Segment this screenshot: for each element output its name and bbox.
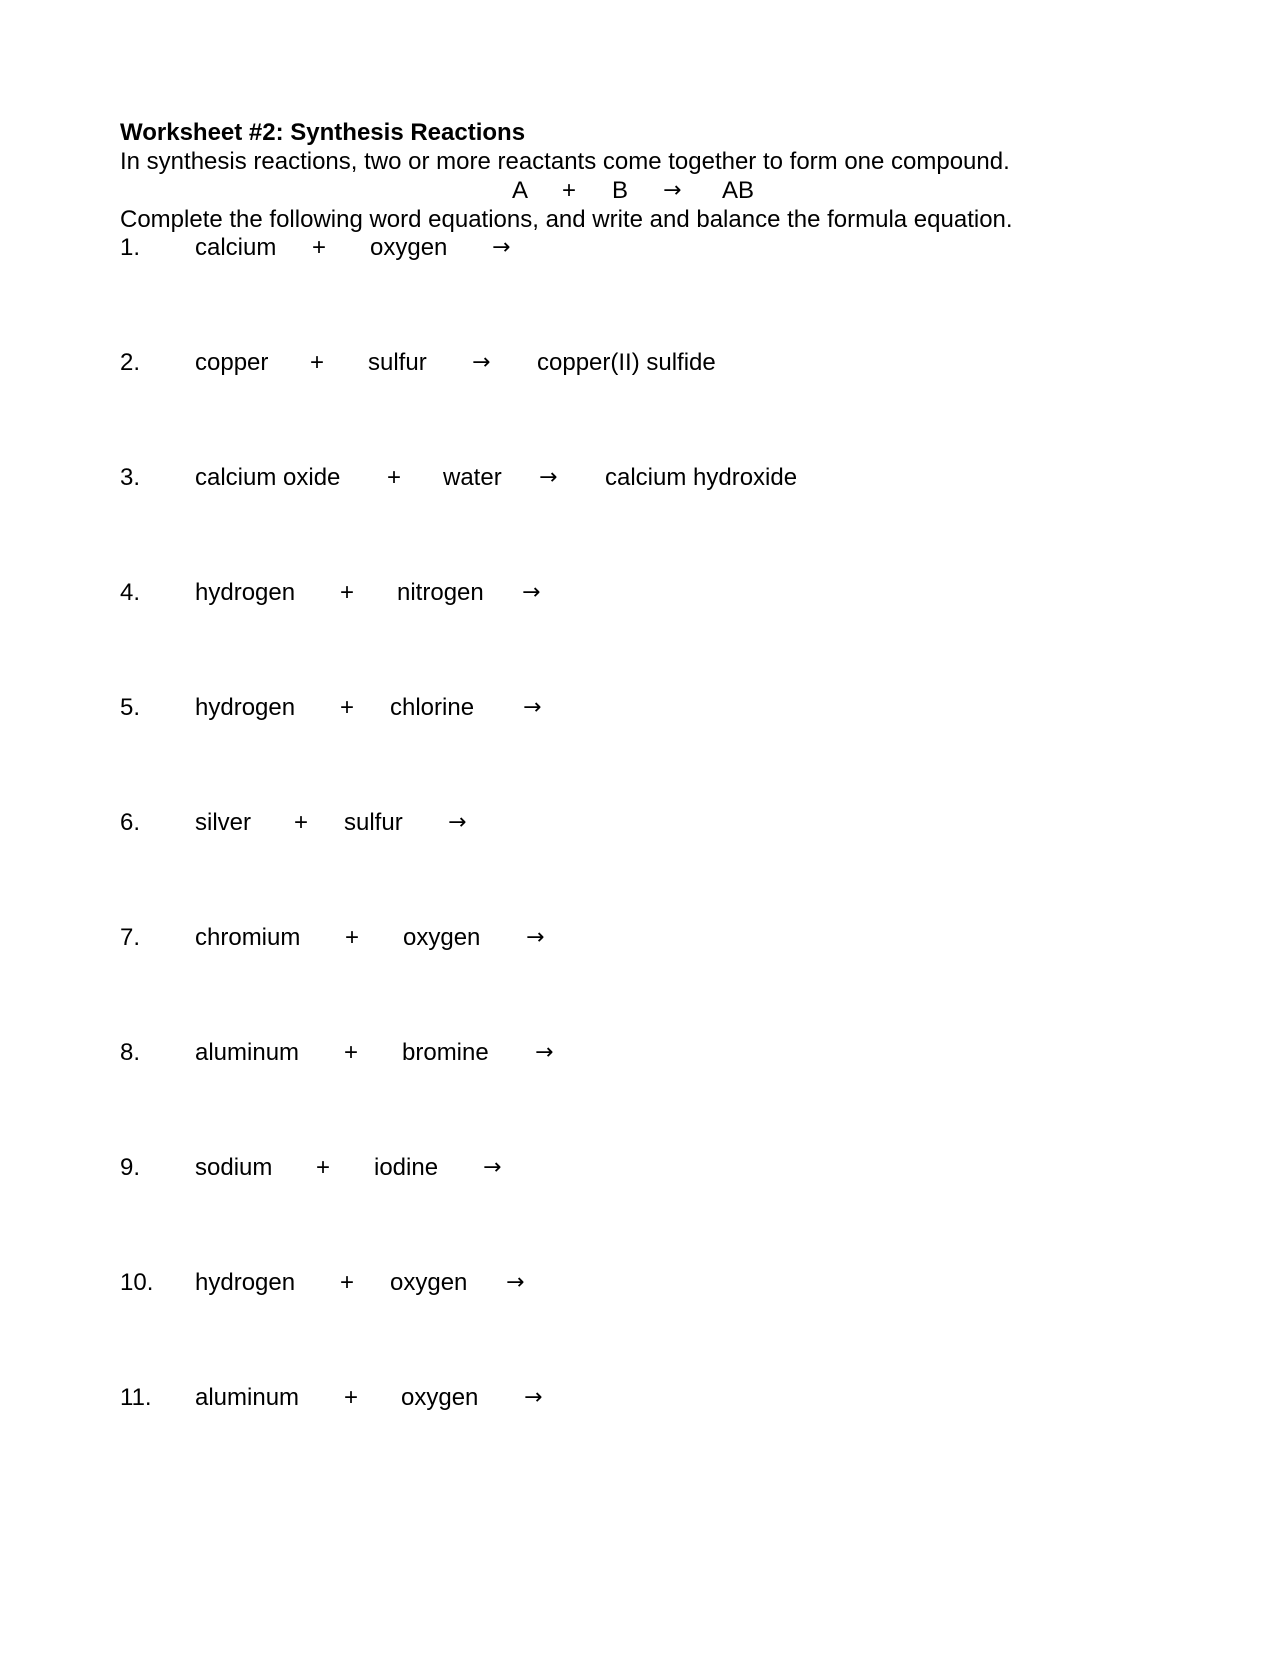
problem-6 xyxy=(0,809,1280,839)
reactant-1: copper xyxy=(195,349,269,376)
problem-5 xyxy=(0,694,1280,724)
reactant-2: oxygen xyxy=(401,1384,479,1411)
arrow-icon: → xyxy=(539,465,558,490)
reactant-2: bromine xyxy=(402,1039,489,1066)
reactant-1: hydrogen xyxy=(195,1269,296,1296)
plus-sign: + xyxy=(316,1154,331,1181)
reactant-1: calcium oxide xyxy=(195,464,341,491)
arrow-icon: → xyxy=(535,1040,554,1065)
reactant-1: sodium xyxy=(195,1154,273,1181)
arrow-icon: → xyxy=(448,810,467,835)
plus-sign: + xyxy=(294,809,309,836)
problem-number: 4. xyxy=(120,579,141,606)
plus-sign: + xyxy=(345,924,360,951)
product: copper(II) sulfide xyxy=(537,349,716,376)
reactant-2: water xyxy=(443,464,502,491)
plus-sign: + xyxy=(310,349,325,376)
problem-number: 9. xyxy=(120,1154,141,1181)
plus-sign: + xyxy=(312,234,327,261)
reactant-2: sulfur xyxy=(368,349,427,376)
arrow-icon: → xyxy=(522,580,541,605)
reactant-1: aluminum xyxy=(195,1039,300,1066)
worksheet-title: Worksheet #2: Synthesis Reactions xyxy=(120,119,526,146)
arrow-icon: → xyxy=(524,1385,543,1410)
reactant-1: silver xyxy=(195,809,252,836)
problem-number: 5. xyxy=(120,694,141,721)
plus-sign: + xyxy=(340,579,355,606)
problem-8 xyxy=(0,1039,1280,1069)
reactant-2: chlorine xyxy=(390,694,475,721)
general-reactant-b: B xyxy=(612,177,629,204)
problem-7 xyxy=(0,924,1280,954)
instructions-text: Complete the following word equations, and write and balance the formula equation. xyxy=(120,206,1013,233)
product: calcium hydroxide xyxy=(605,464,798,491)
problem-number: 1. xyxy=(120,234,141,261)
problem-number: 8. xyxy=(120,1039,141,1066)
reactant-2: oxygen xyxy=(403,924,481,951)
general-arrow-icon: → xyxy=(663,178,682,203)
plus-sign: + xyxy=(344,1384,359,1411)
problem-number: 6. xyxy=(120,809,141,836)
general-equation xyxy=(0,177,1280,205)
general-reactant-a: A xyxy=(512,177,529,204)
problem-10 xyxy=(0,1269,1280,1299)
reactant-2: iodine xyxy=(374,1154,439,1181)
arrow-icon: → xyxy=(526,925,545,950)
problem-11 xyxy=(0,1384,1280,1414)
problem-9 xyxy=(0,1154,1280,1184)
reactant-2: oxygen xyxy=(370,234,448,261)
reactant-2: oxygen xyxy=(390,1269,468,1296)
arrow-icon: → xyxy=(523,695,542,720)
reactant-1: hydrogen xyxy=(195,694,296,721)
plus-sign: + xyxy=(340,694,355,721)
arrow-icon: → xyxy=(506,1270,525,1295)
problem-number: 10. xyxy=(120,1269,154,1296)
plus-sign: + xyxy=(387,464,402,491)
arrow-icon: → xyxy=(492,235,511,260)
arrow-icon: → xyxy=(472,350,491,375)
reactant-1: hydrogen xyxy=(195,579,296,606)
general-plus: + xyxy=(562,177,577,204)
reactant-1: calcium xyxy=(195,234,277,261)
problem-number: 11. xyxy=(120,1384,152,1411)
reactant-2: sulfur xyxy=(344,809,403,836)
arrow-icon: → xyxy=(483,1155,502,1180)
problem-3 xyxy=(0,464,1280,494)
intro-text: In synthesis reactions, two or more reactants come together to form one compound. xyxy=(120,148,1010,175)
problem-1 xyxy=(0,234,1280,264)
reactant-1: aluminum xyxy=(195,1384,300,1411)
general-product: AB xyxy=(722,177,755,204)
problem-number: 3. xyxy=(120,464,141,491)
plus-sign: + xyxy=(344,1039,359,1066)
reactant-2: nitrogen xyxy=(397,579,484,606)
plus-sign: + xyxy=(340,1269,355,1296)
problem-number: 2. xyxy=(120,349,141,376)
problem-2 xyxy=(0,349,1280,379)
problem-4 xyxy=(0,579,1280,609)
problem-number: 7. xyxy=(120,924,141,951)
reactant-1: chromium xyxy=(195,924,301,951)
